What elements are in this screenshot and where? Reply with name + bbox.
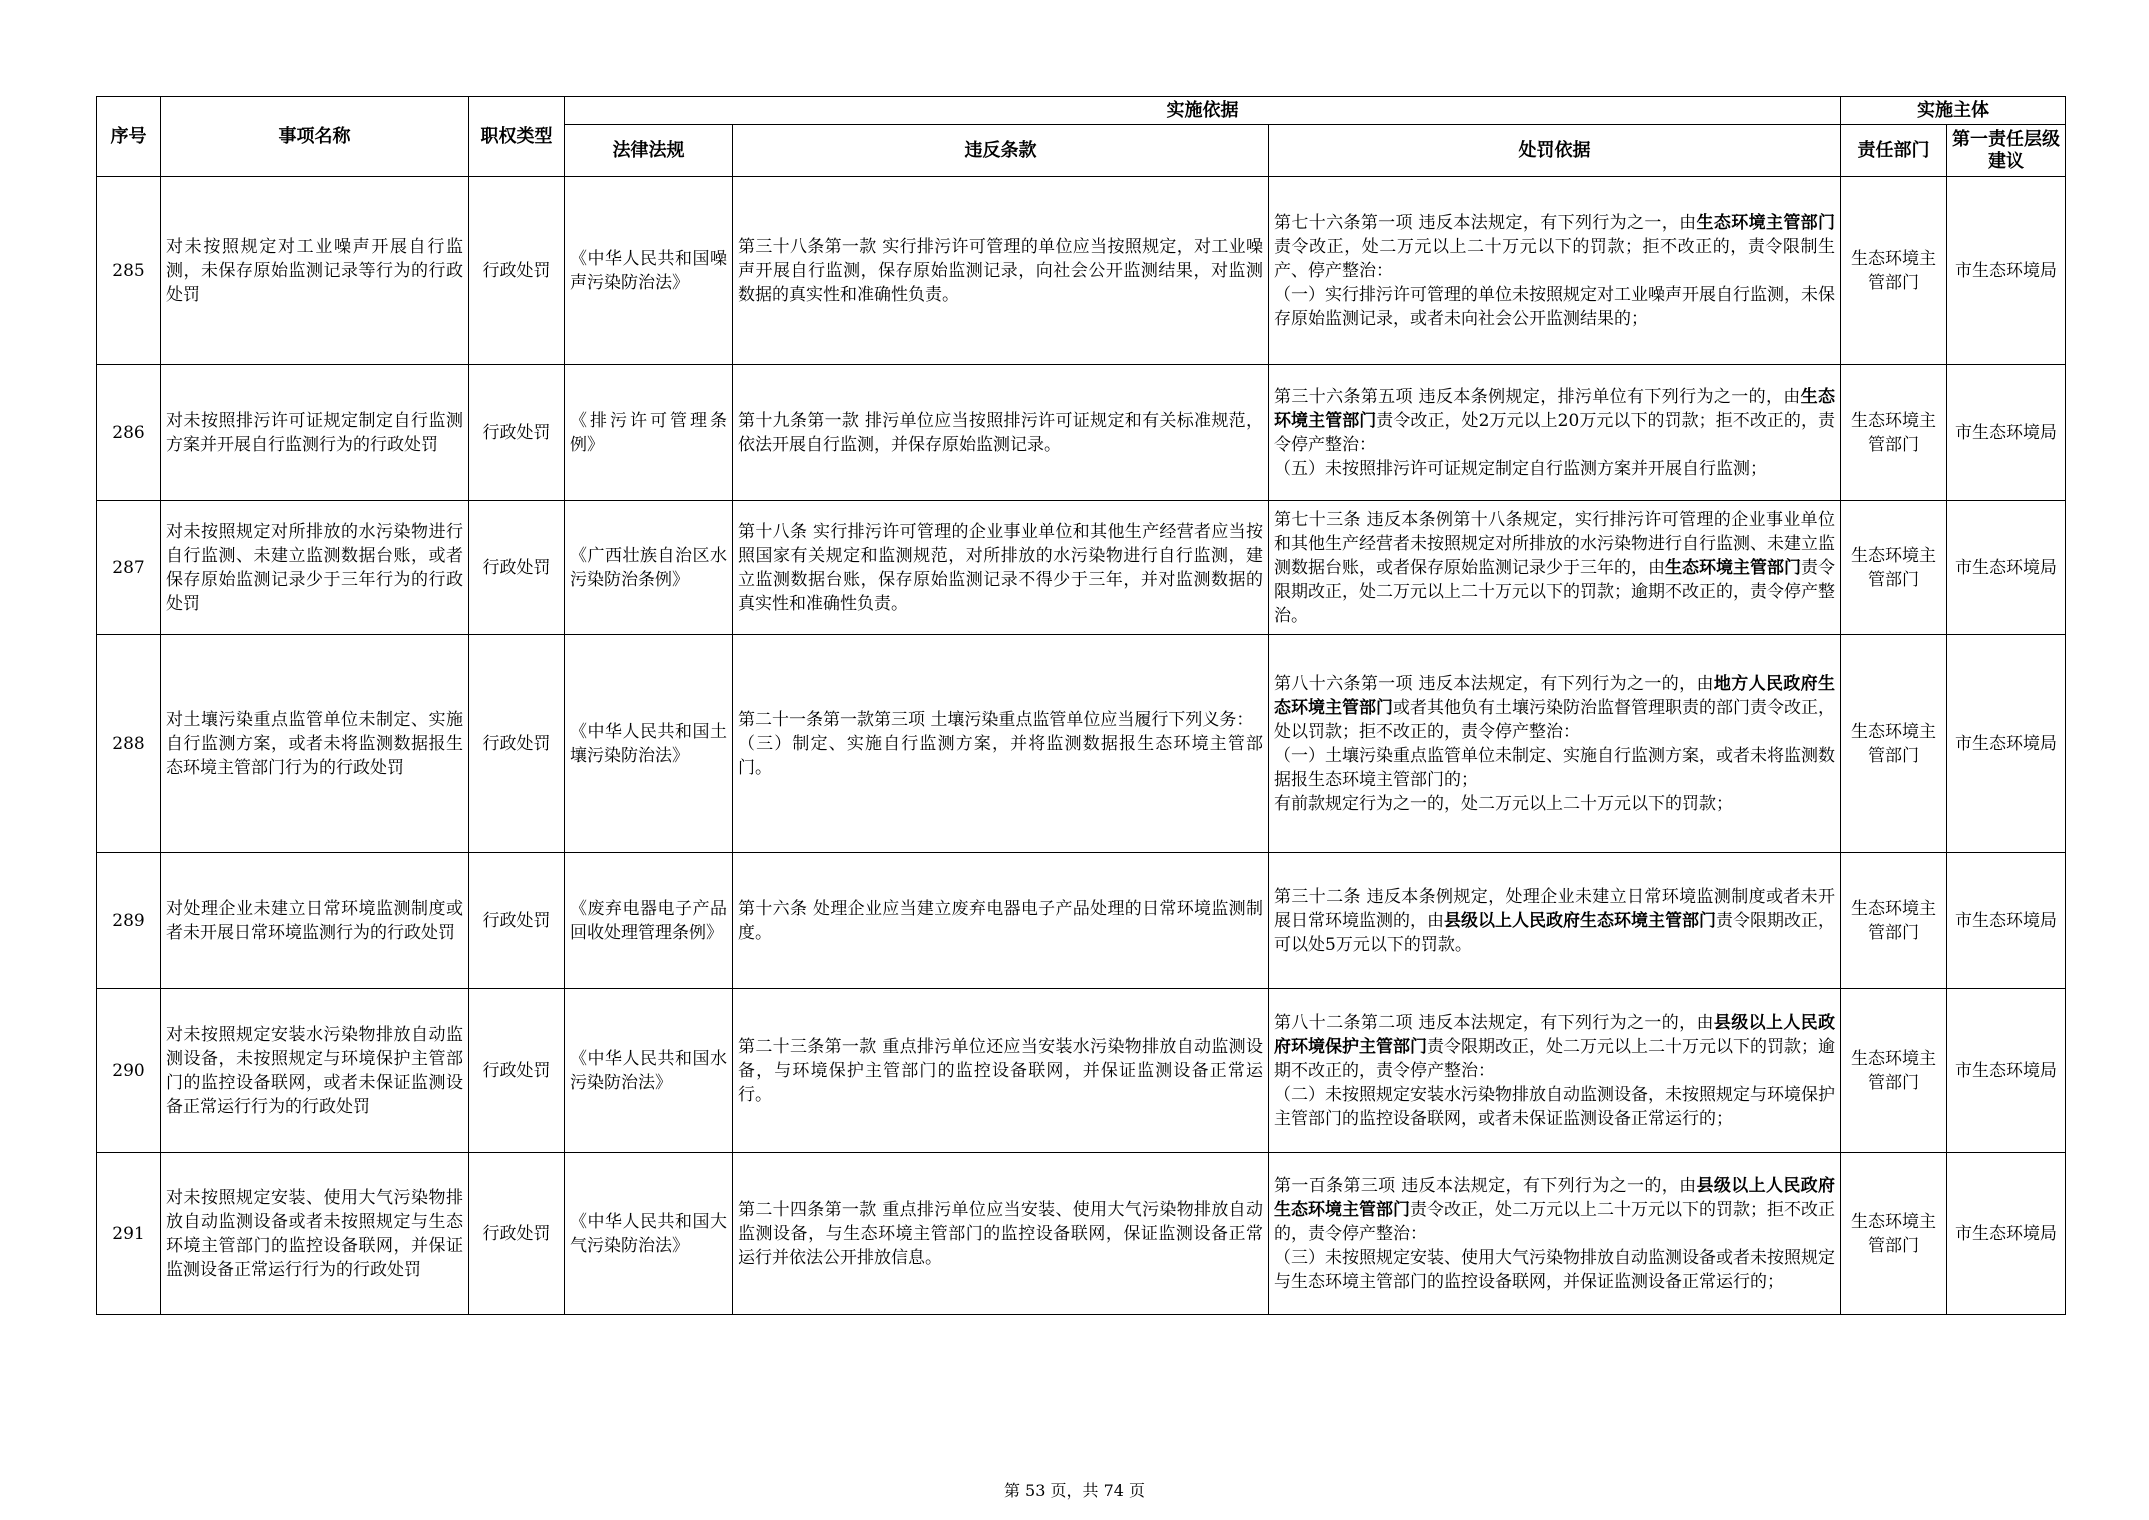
penalty-authority: 县级以上人民政府环境保护主管部门: [1274, 1012, 1836, 1057]
row-power-type: 行政处罚: [469, 635, 565, 853]
row-dept: 生态环境主管部门: [1841, 501, 1947, 635]
row-violation: 第十九条第一款 排污单位应当按照排污许可证规定和有关标准规范，依法开展自行监测，并保存原始监测记录。: [733, 365, 1269, 501]
penalty-authority: 生态环境主管部门: [1274, 386, 1836, 431]
table-row: [97, 177, 2066, 365]
header-violation: 违反条款: [733, 125, 1269, 177]
row-seq: 289: [97, 853, 161, 989]
row-violation: 第二十三条第一款 重点排污单位还应当安装水污染物排放自动监测设备，与环境保护主管部门的监控设备联网，并保证监测设备正常运行。: [733, 989, 1269, 1153]
header-item-name: 事项名称: [161, 97, 469, 177]
row-penalty: 第七十三条 违反本条例第十八条规定，实行排污许可管理的企业事业单位和其他生产经营者未按照规定对所排放的水污染物进行自行监测、未建立监测数据台账，或者保存原始监测记录少于三年的，由生态环境主管部门责令限期改正，处二万元以上二十万元以下的罚款；逾期不改正的，责令停产整治。: [1269, 501, 1841, 635]
row-violation: 第三十八条第一款 实行排污许可管理的单位应当按照规定，对工业噪声开展自行监测，保存原始监测记录，向社会公开监测结果，对监测数据的真实性和准确性负责。: [733, 177, 1269, 365]
header-basis-group: 实施依据: [565, 97, 1841, 125]
row-level: 市生态环境局: [1947, 1153, 2066, 1315]
row-law: 《中华人民共和国噪声污染防治法》: [565, 177, 733, 365]
row-violation: 第十六条 处理企业应当建立废弃电器电子产品处理的日常环境监测制度。: [733, 853, 1269, 989]
table-row: [97, 635, 2066, 853]
row-seq: 291: [97, 1153, 161, 1315]
table-row: [97, 501, 2066, 635]
row-power-type: 行政处罚: [469, 989, 565, 1153]
table-row: [97, 365, 2066, 501]
row-item-name: 对未按照排污许可证规定制定自行监测方案并开展自行监测行为的行政处罚: [161, 365, 469, 501]
header-dept: 责任部门: [1841, 125, 1947, 177]
row-violation: 第十八条 实行排污许可管理的企业事业单位和其他生产经营者应当按照国家有关规定和监测规范，对所排放的水污染物进行自行监测，建立监测数据台账，保存原始监测记录不得少于三年，并对监测数据的真实性和准确性负责。: [733, 501, 1269, 635]
page-footer: 第 53 页，共 74 页: [1003, 1481, 1146, 1500]
row-law: 《中华人民共和国大气污染防治法》: [565, 1153, 733, 1315]
row-level: 市生态环境局: [1947, 501, 2066, 635]
row-power-type: 行政处罚: [469, 1153, 565, 1315]
table-row: [97, 1153, 2066, 1315]
row-item-name: 对未按照规定对工业噪声开展自行监测，未保存原始监测记录等行为的行政处罚: [161, 177, 469, 365]
header-subject-group: 实施主体: [1841, 97, 2066, 125]
table-row: [97, 989, 2066, 1153]
row-level: 市生态环境局: [1947, 635, 2066, 853]
row-dept: 生态环境主管部门: [1841, 1153, 1947, 1315]
row-power-type: 行政处罚: [469, 501, 565, 635]
row-seq: 287: [97, 501, 161, 635]
row-penalty: 第一百条第三项 违反本法规定，有下列行为之一的，由县级以上人民政府生态环境主管部门责令改正，处二万元以上二十万元以下的罚款；拒不改正的，责令停产整治： （三）未按照规定安装、使用大气污染物排放自动监测设备或者未按照规定与生态环境主管部门的监控设备联网，并保证监测设备正常运行的；: [1269, 1153, 1841, 1315]
row-law: 《废弃电器电子产品回收处理管理条例》: [565, 853, 733, 989]
row-power-type: 行政处罚: [469, 177, 565, 365]
row-law: 《中华人民共和国土壤污染防治法》: [565, 635, 733, 853]
row-item-name: 对处理企业未建立日常环境监测制度或者未开展日常环境监测行为的行政处罚: [161, 853, 469, 989]
row-dept: 生态环境主管部门: [1841, 989, 1947, 1153]
penalty-authority: 县级以上人民政府生态环境主管部门: [1444, 910, 1717, 931]
row-power-type: 行政处罚: [469, 853, 565, 989]
row-power-type: 行政处罚: [469, 365, 565, 501]
row-violation: 第二十一条第一款第三项 土壤污染重点监管单位应当履行下列义务： （三）制定、实施自行监测方案，并将监测数据报生态环境主管部门。: [733, 635, 1269, 853]
row-dept: 生态环境主管部门: [1841, 365, 1947, 501]
penalty-authority: 县级以上人民政府生态环境主管部门: [1274, 1175, 1836, 1220]
table-row: [97, 853, 2066, 989]
row-seq: 285: [97, 177, 161, 365]
penalty-authority: 生态环境主管部门: [1696, 212, 1836, 233]
row-item-name: 对土壤污染重点监管单位未制定、实施自行监测方案，或者未将监测数据报生态环境主管部门行为的行政处罚: [161, 635, 469, 853]
row-law: 《排污许可管理条例》: [565, 365, 733, 501]
row-law: 《中华人民共和国水污染防治法》: [565, 989, 733, 1153]
row-penalty: 第七十六条第一项 违反本法规定，有下列行为之一，由生态环境主管部门责令改正，处二万元以上二十万元以下的罚款；拒不改正的，责令限制生产、停产整治： （一）实行排污许可管理的单位未按照规定对工业噪声开展自行监测，未保存原始监测记录，或者未向社会公开监测结果的；: [1269, 177, 1841, 365]
row-item-name: 对未按照规定安装水污染物排放自动监测设备，未按照规定与环境保护主管部门的监控设备联网，或者未保证监测设备正常运行行为的行政处罚: [161, 989, 469, 1153]
row-dept: 生态环境主管部门: [1841, 853, 1947, 989]
header-level: 第一责任层级建议: [1947, 125, 2066, 177]
row-level: 市生态环境局: [1947, 853, 2066, 989]
row-penalty: 第八十二条第二项 违反本法规定，有下列行为之一的，由县级以上人民政府环境保护主管部门责令限期改正，处二万元以上二十万元以下的罚款；逾期不改正的，责令停产整治： （二）未按照规定安装水污染物排放自动监测设备，未按照规定与环境保护主管部门的监控设备联网，或者未保证监测设备正常运行的；: [1269, 989, 1841, 1153]
row-seq: 290: [97, 989, 161, 1153]
header-seq: 序号: [97, 97, 161, 177]
penalty-authority: 生态环境主管部门: [1665, 557, 1802, 578]
row-item-name: 对未按照规定安装、使用大气污染物排放自动监测设备或者未按照规定与生态环境主管部门的监控设备联网，并保证监测设备正常运行行为的行政处罚: [161, 1153, 469, 1315]
row-level: 市生态环境局: [1947, 365, 2066, 501]
header-law: 法律法规: [565, 125, 733, 177]
row-penalty: 第八十六条第一项 违反本法规定，有下列行为之一的，由地方人民政府生态环境主管部门或者其他负有土壤污染防治监督管理职责的部门责令改正，处以罚款；拒不改正的，责令停产整治： （一）土壤污染重点监管单位未制定、实施自行监测方案，或者未将监测数据报生态环境主管部门的； 有前款规定行为之一的，处二万元以上二十万元以下的罚款；: [1269, 635, 1841, 853]
row-seq: 286: [97, 365, 161, 501]
power-list-table: [96, 96, 2066, 1315]
row-penalty: 第三十六条第五项 违反本条例规定，排污单位有下列行为之一的，由生态环境主管部门责令改正，处2万元以上20万元以下的罚款；拒不改正的，责令停产整治： （五）未按照排污许可证规定制定自行监测方案并开展自行监测；: [1269, 365, 1841, 501]
row-dept: 生态环境主管部门: [1841, 635, 1947, 853]
penalty-authority: 地方人民政府生态环境主管部门: [1274, 673, 1836, 718]
row-level: 市生态环境局: [1947, 989, 2066, 1153]
row-level: 市生态环境局: [1947, 177, 2066, 365]
row-penalty: 第三十二条 违反本条例规定，处理企业未建立日常环境监测制度或者未开展日常环境监测的，由县级以上人民政府生态环境主管部门责令限期改正，可以处5万元以下的罚款。: [1269, 853, 1841, 989]
row-item-name: 对未按照规定对所排放的水污染物进行自行监测、未建立监测数据台账，或者保存原始监测记录少于三年行为的行政处罚: [161, 501, 469, 635]
row-seq: 288: [97, 635, 161, 853]
row-dept: 生态环境主管部门: [1841, 177, 1947, 365]
row-law: 《广西壮族自治区水污染防治条例》: [565, 501, 733, 635]
row-violation: 第二十四条第一款 重点排污单位应当安装、使用大气污染物排放自动监测设备，与生态环境主管部门的监控设备联网，保证监测设备正常运行并依法公开排放信息。: [733, 1153, 1269, 1315]
header-power-type: 职权类型: [469, 97, 565, 177]
header-penalty: 处罚依据: [1269, 125, 1841, 177]
